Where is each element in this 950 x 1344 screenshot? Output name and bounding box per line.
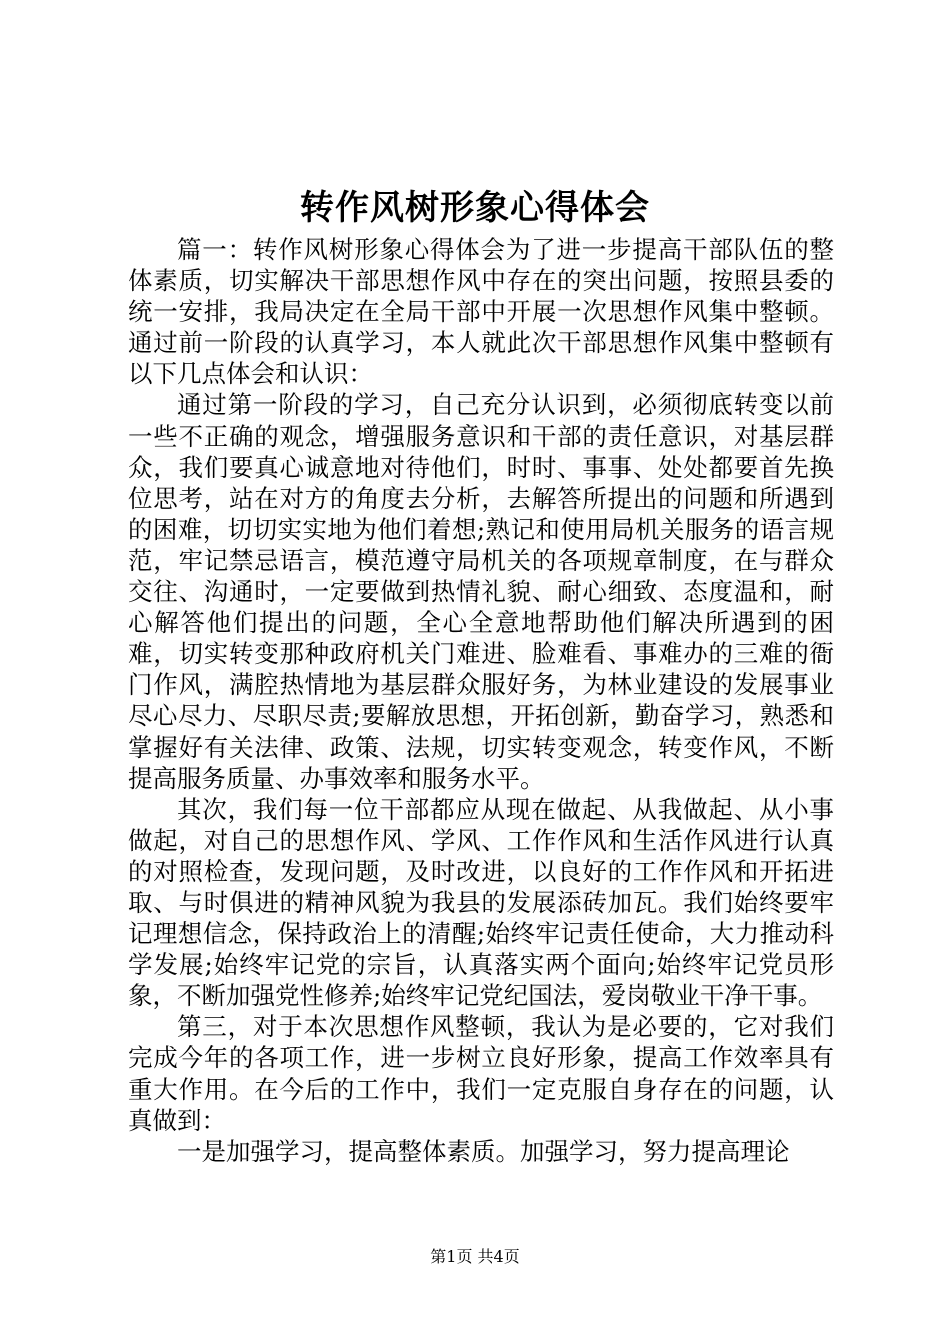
paragraph-4: 第三，对于本次思想作风整顿，我认为是必要的，它对我们完成今年的各项工作，进一步树立良好形象，提高工作效率具有重大作用。在今后的工作中，我们一定克服自身存在的问题，认真做到： [128,1012,834,1135]
paragraph-3: 其次，我们每一位干部都应从现在做起、从我做起、从小事做起，对自己的思想作风、学风、工作作风和生活作风进行认真的对照检查，发现问题，及时改进，以良好的工作作风和开拓进取、与时俱进的精神风貌为我县的发展添砖加瓦。我们始终要牢记理想信念，保持政治上的清醒;始终牢记责任使命，大力推动科学发展;始终牢记党的宗旨，认真落实两个面向;始终牢记党员形象，不断加强党性修养;始终牢记党纪国法，爱岗敬业干净干事。 [128,794,834,1011]
document-title: 转作风树形象心得体会 [300,188,650,228]
paragraph-5: 一是加强学习，提高整体素质。加强学习，努力提高理论 [177,1136,790,1166]
paragraph-1: 篇一：转作风树形象心得体会为了进一步提高干部队伍的整体素质，切实解决干部思想作风中存在的突出问题，按照县委的统一安排，我局决定在全局干部中开展一次思想作风集中整顿。通过前一阶段的认真学习，本人就此次干部思想作风集中整顿有以下几点体会和认识： [128,235,834,389]
page-number-footer: 第1页 共4页 [430,1247,520,1266]
paragraph-2: 通过第一阶段的学习，自己充分认识到，必须彻底转变以前一些不正确的观念，增强服务意识和干部的责任意识，对基层群众，我们要真心诚意地对待他们，时时、事事、处处都要首先换位思考，站在对方的角度去分析，去解答所提出的问题和所遇到的困难，切切实实地为他们着想;熟记和使用局机关服务的语言规范，牢记禁忌语言，模范遵守局机关的各项规章制度，在与群众交往、沟通时，一定要做到热情礼貌、耐心细致、态度温和，耐心解答他们提出的问题，全心全意地帮助他们解决所遇到的困难，切实转变那种政府机关门难进、脸难看、事难办的三难的衙门作风，满腔热情地为基层群众服好务，为林业建设的发展事业尽心尽力、尽职尽责;要解放思想，开拓创新，勤奋学习，熟悉和掌握好有关法律、政策、法规，切实转变观念，转变作风，不断提高服务质量、办事效率和服务水平。 [128,390,834,793]
document-body [128,234,834,1167]
